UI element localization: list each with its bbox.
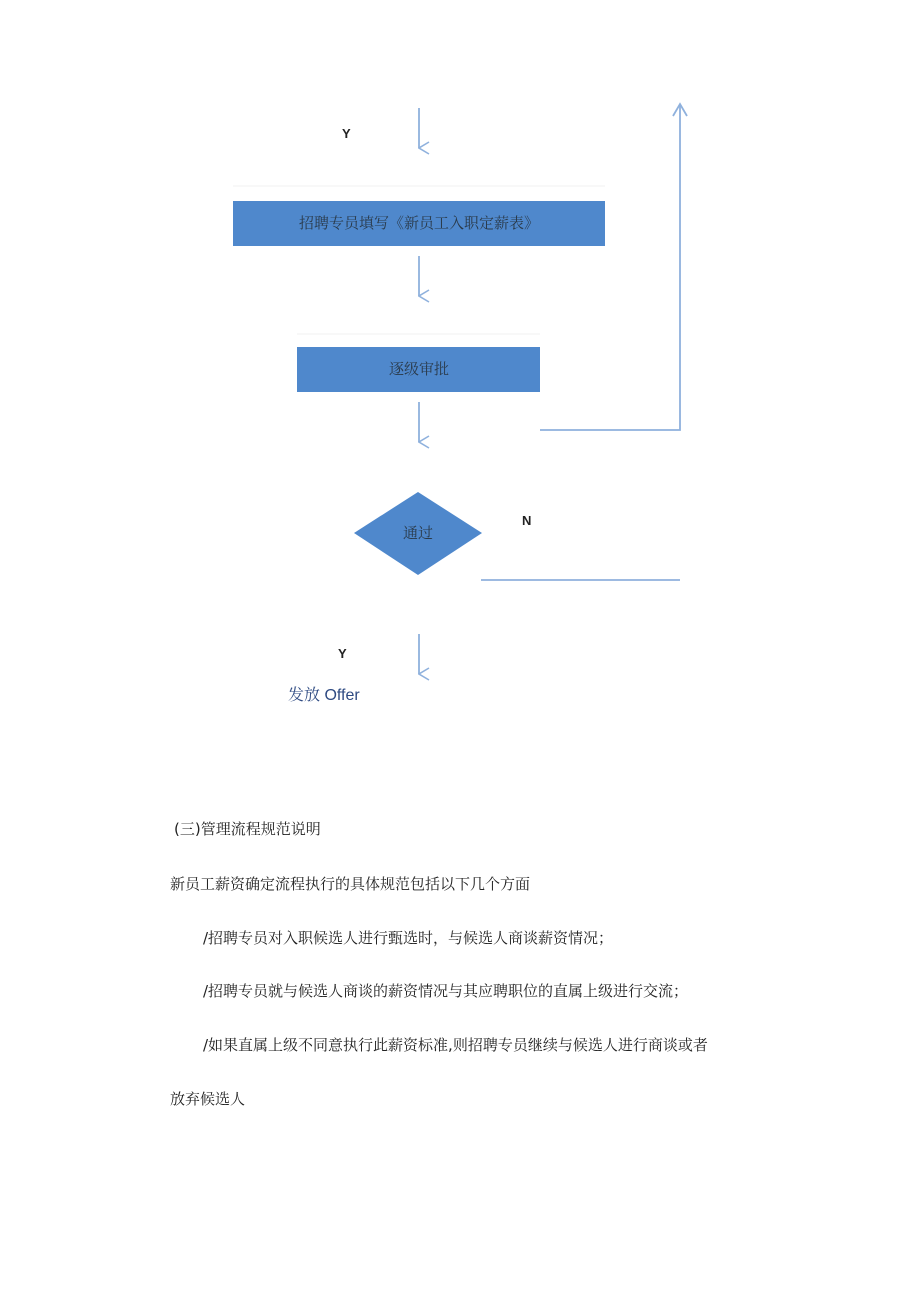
return-loop-line [540, 104, 680, 430]
approval-text: 逐级审批 [388, 360, 450, 378]
pass-decision-text: 通过 [402, 524, 434, 542]
no-branch-label: N [522, 513, 532, 528]
top-yes-label: Y [342, 126, 351, 141]
bottom-yes-label: Y [338, 646, 347, 661]
section-heading: (三)管理流程规范说明 [174, 820, 321, 838]
list-item-continuation: 放弃候选人 [170, 1090, 246, 1108]
intro-paragraph: 新员工薪资确定流程执行的具体规范包括以下几个方面 [170, 875, 531, 893]
list-item: /招聘专员就与候选人商谈的薪资情况与其应聘职位的直属上级进行交流； [203, 982, 689, 1000]
list-item: /招聘专员对入职候选人进行甄选时，与候选人商谈薪资情况； [203, 929, 614, 947]
fill-salary-form-text: 招聘专员填写《新员工入职定薪表》 [298, 214, 540, 232]
send-offer-step: 发放 Offer [288, 687, 360, 704]
list-item: /如果直属上级不同意执行此薪资标准,则招聘专员继续与候选人进行商谈或者 [203, 1036, 708, 1054]
